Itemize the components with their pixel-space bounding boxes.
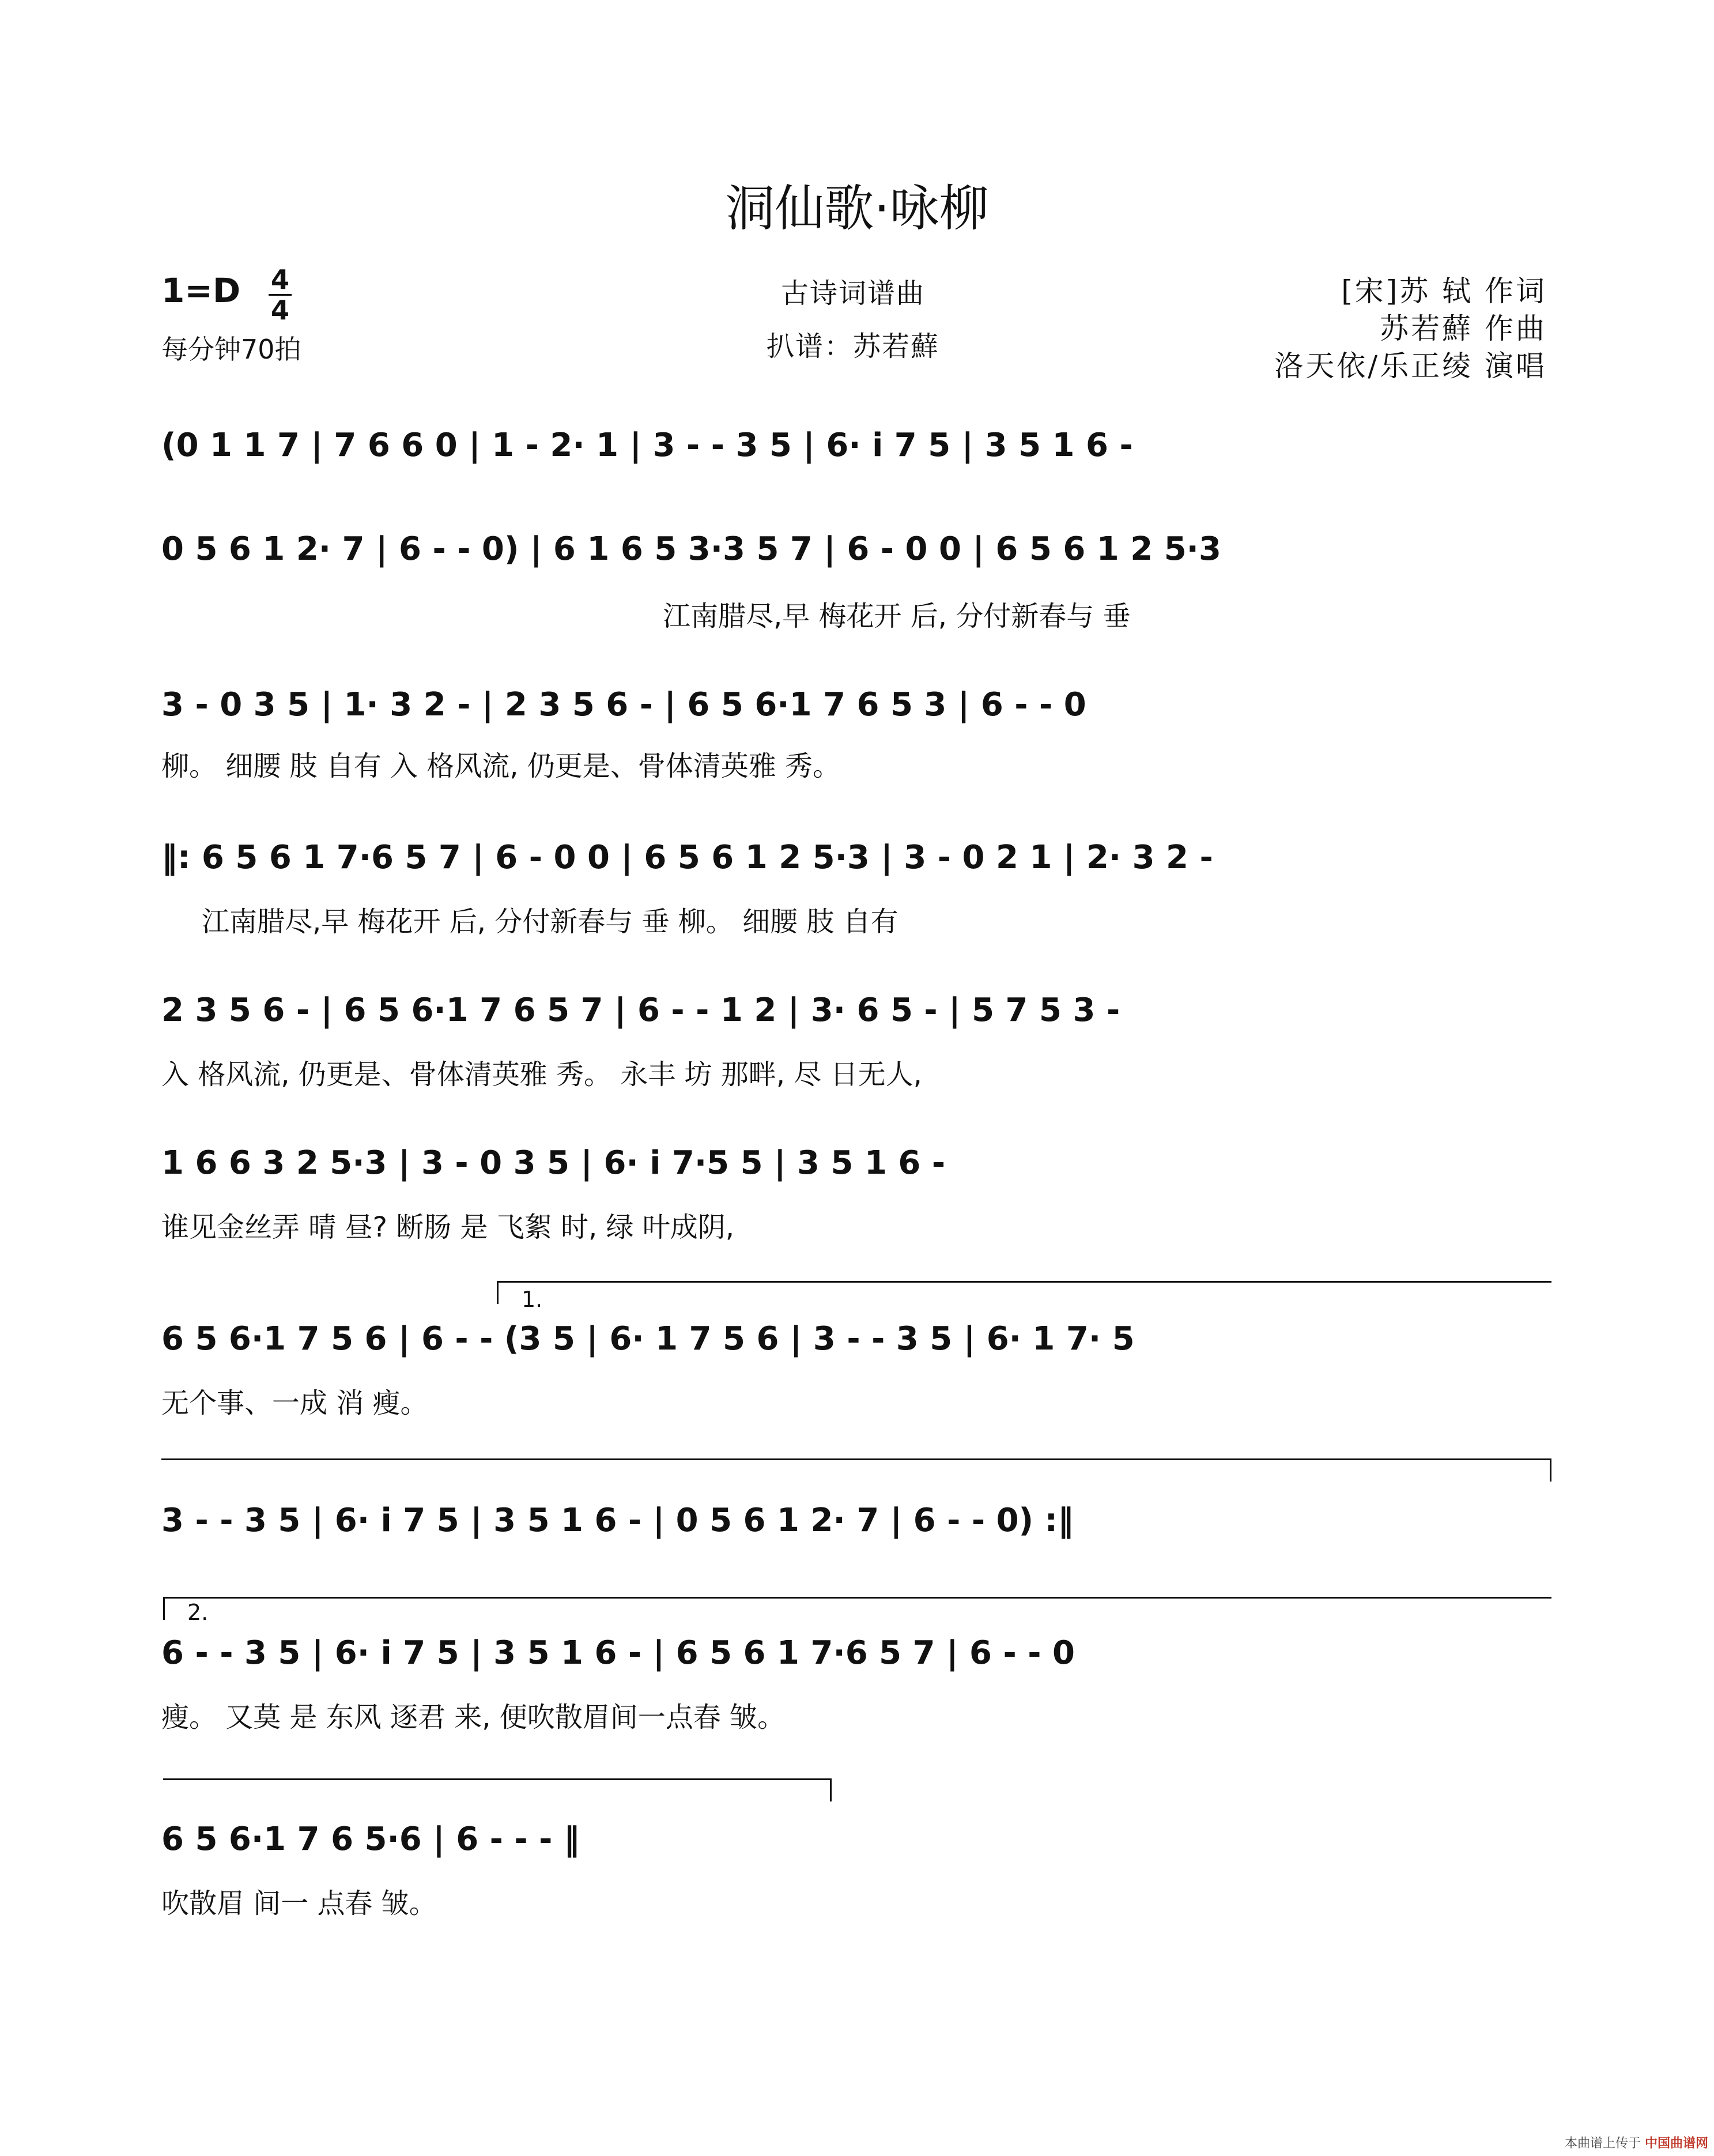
lyricist-credit: [宋]苏 轼 作词 xyxy=(1341,274,1547,308)
volta-bracket xyxy=(161,1458,1551,1460)
volta-bracket-edge xyxy=(163,1597,165,1620)
volta-number: 1. xyxy=(522,1287,543,1312)
lyric-line: 江南腊尽,早 梅花开 后, 分付新春与 垂 柳。 细腰 肢 自有 xyxy=(202,906,898,938)
notation-row: 3 - 0 3 5 | 1· 3 2 - | 2 3 5 6 - | 6 5 6·1 7 6 5 3 | 6 - - 0 xyxy=(161,686,1086,723)
lyric-line: 瘦。 又莫 是 东风 逐君 来, 便吹散眉间一点春 皱。 xyxy=(161,1701,786,1733)
volta-number: 2. xyxy=(187,1600,209,1625)
time-signature xyxy=(269,265,292,325)
notation-row: 6 5 6·1 7 6 5·6 | 6 - - - ‖ xyxy=(161,1820,580,1858)
notation-row: 6 - - 3 5 | 6· i 7 5 | 3 5 1 6 - | 6 5 6 1 7·6 5 7 | 6 - - 0 xyxy=(161,1634,1075,1672)
watermark xyxy=(1565,2134,1708,2151)
notation-row: 6 5 6·1 7 5 6 | 6 - - (3 5 | 6· 1 7 5 6 | 3 - - 3 5 | 6· 1 7· 5 xyxy=(161,1320,1135,1358)
notation-row: 1 6 6 3 2 5·3 | 3 - 0 3 5 | 6· i 7·5 5 | 3 5 1 6 - xyxy=(161,1144,946,1182)
lyric-line: 入 格风流, 仍更是、骨体清英雅 秀。 永丰 坊 那畔, 尽 日无人, xyxy=(161,1058,922,1091)
lyric-line: 谁见金丝弄 晴 昼? 断肠 是 飞絮 时, 绿 叶成阴, xyxy=(161,1211,735,1243)
lyric-line: 无个事、一成 消 瘦。 xyxy=(161,1387,428,1419)
score-title: 洞仙歌·咏柳 xyxy=(725,180,989,238)
lyric-line: 江南腊尽,早 梅花开 后, 分付新春与 垂 xyxy=(663,600,1131,632)
volta-bracket xyxy=(497,1281,1551,1283)
transcriber-credit: 扒谱：苏若蘚 xyxy=(767,330,940,363)
lyric-line: 吹散眉 间一 点春 皱。 xyxy=(161,1887,437,1920)
notation-row: (0 1 1 7 | 7 6 6 0 | 1 - 2· 1 | 3 - - 3 5 | 6· i 7 5 | 3 5 1 6 - xyxy=(161,427,1133,464)
lyric-line: 柳。 细腰 肢 自有 入 格风流, 仍更是、骨体清英雅 秀。 xyxy=(161,750,841,782)
key-signature: 1=D xyxy=(161,271,241,310)
volta-bracket-edge xyxy=(497,1281,499,1304)
composer-credit: 苏若蘚 作曲 xyxy=(1380,312,1547,345)
time-signature-top: 4 xyxy=(269,265,292,296)
volta-bracket xyxy=(163,1597,1551,1599)
performer-credit: 洛天依/乐正绫 演唱 xyxy=(1274,349,1547,383)
ending-bracket xyxy=(163,1778,832,1780)
volta-bracket-edge xyxy=(1550,1458,1551,1482)
notation-row: 2 3 5 6 - | 6 5 6·1 7 6 5 7 | 6 - - 1 2 | 3· 6 5 - | 5 7 5 3 - xyxy=(161,992,1120,1029)
tempo-marking: 每分钟70拍 xyxy=(161,334,301,365)
source-label: 古诗词谱曲 xyxy=(781,277,926,310)
notation-row: 3 - - 3 5 | 6· i 7 5 | 3 5 1 6 - | 0 5 6 1 2· 7 | 6 - - 0) :‖ xyxy=(161,1502,1074,1539)
notation-row: ‖: 6 5 6 1 7·6 5 7 | 6 - 0 0 | 6 5 6 1 2 5·3 | 3 - 0 2 1 | 2· 3 2 - xyxy=(161,839,1213,876)
ending-bracket-edge xyxy=(830,1778,832,1801)
time-signature-bottom: 4 xyxy=(270,295,289,326)
notation-row: 0 5 6 1 2· 7 | 6 - - 0) | 6 1 6 5 3·3 5 7 | 6 - 0 0 | 6 5 6 1 2 5·3 xyxy=(161,530,1221,568)
watermark-text: 本曲谱上传于 xyxy=(1564,2136,1641,2151)
watermark-brand: 中国曲谱网 xyxy=(1644,2136,1708,2151)
